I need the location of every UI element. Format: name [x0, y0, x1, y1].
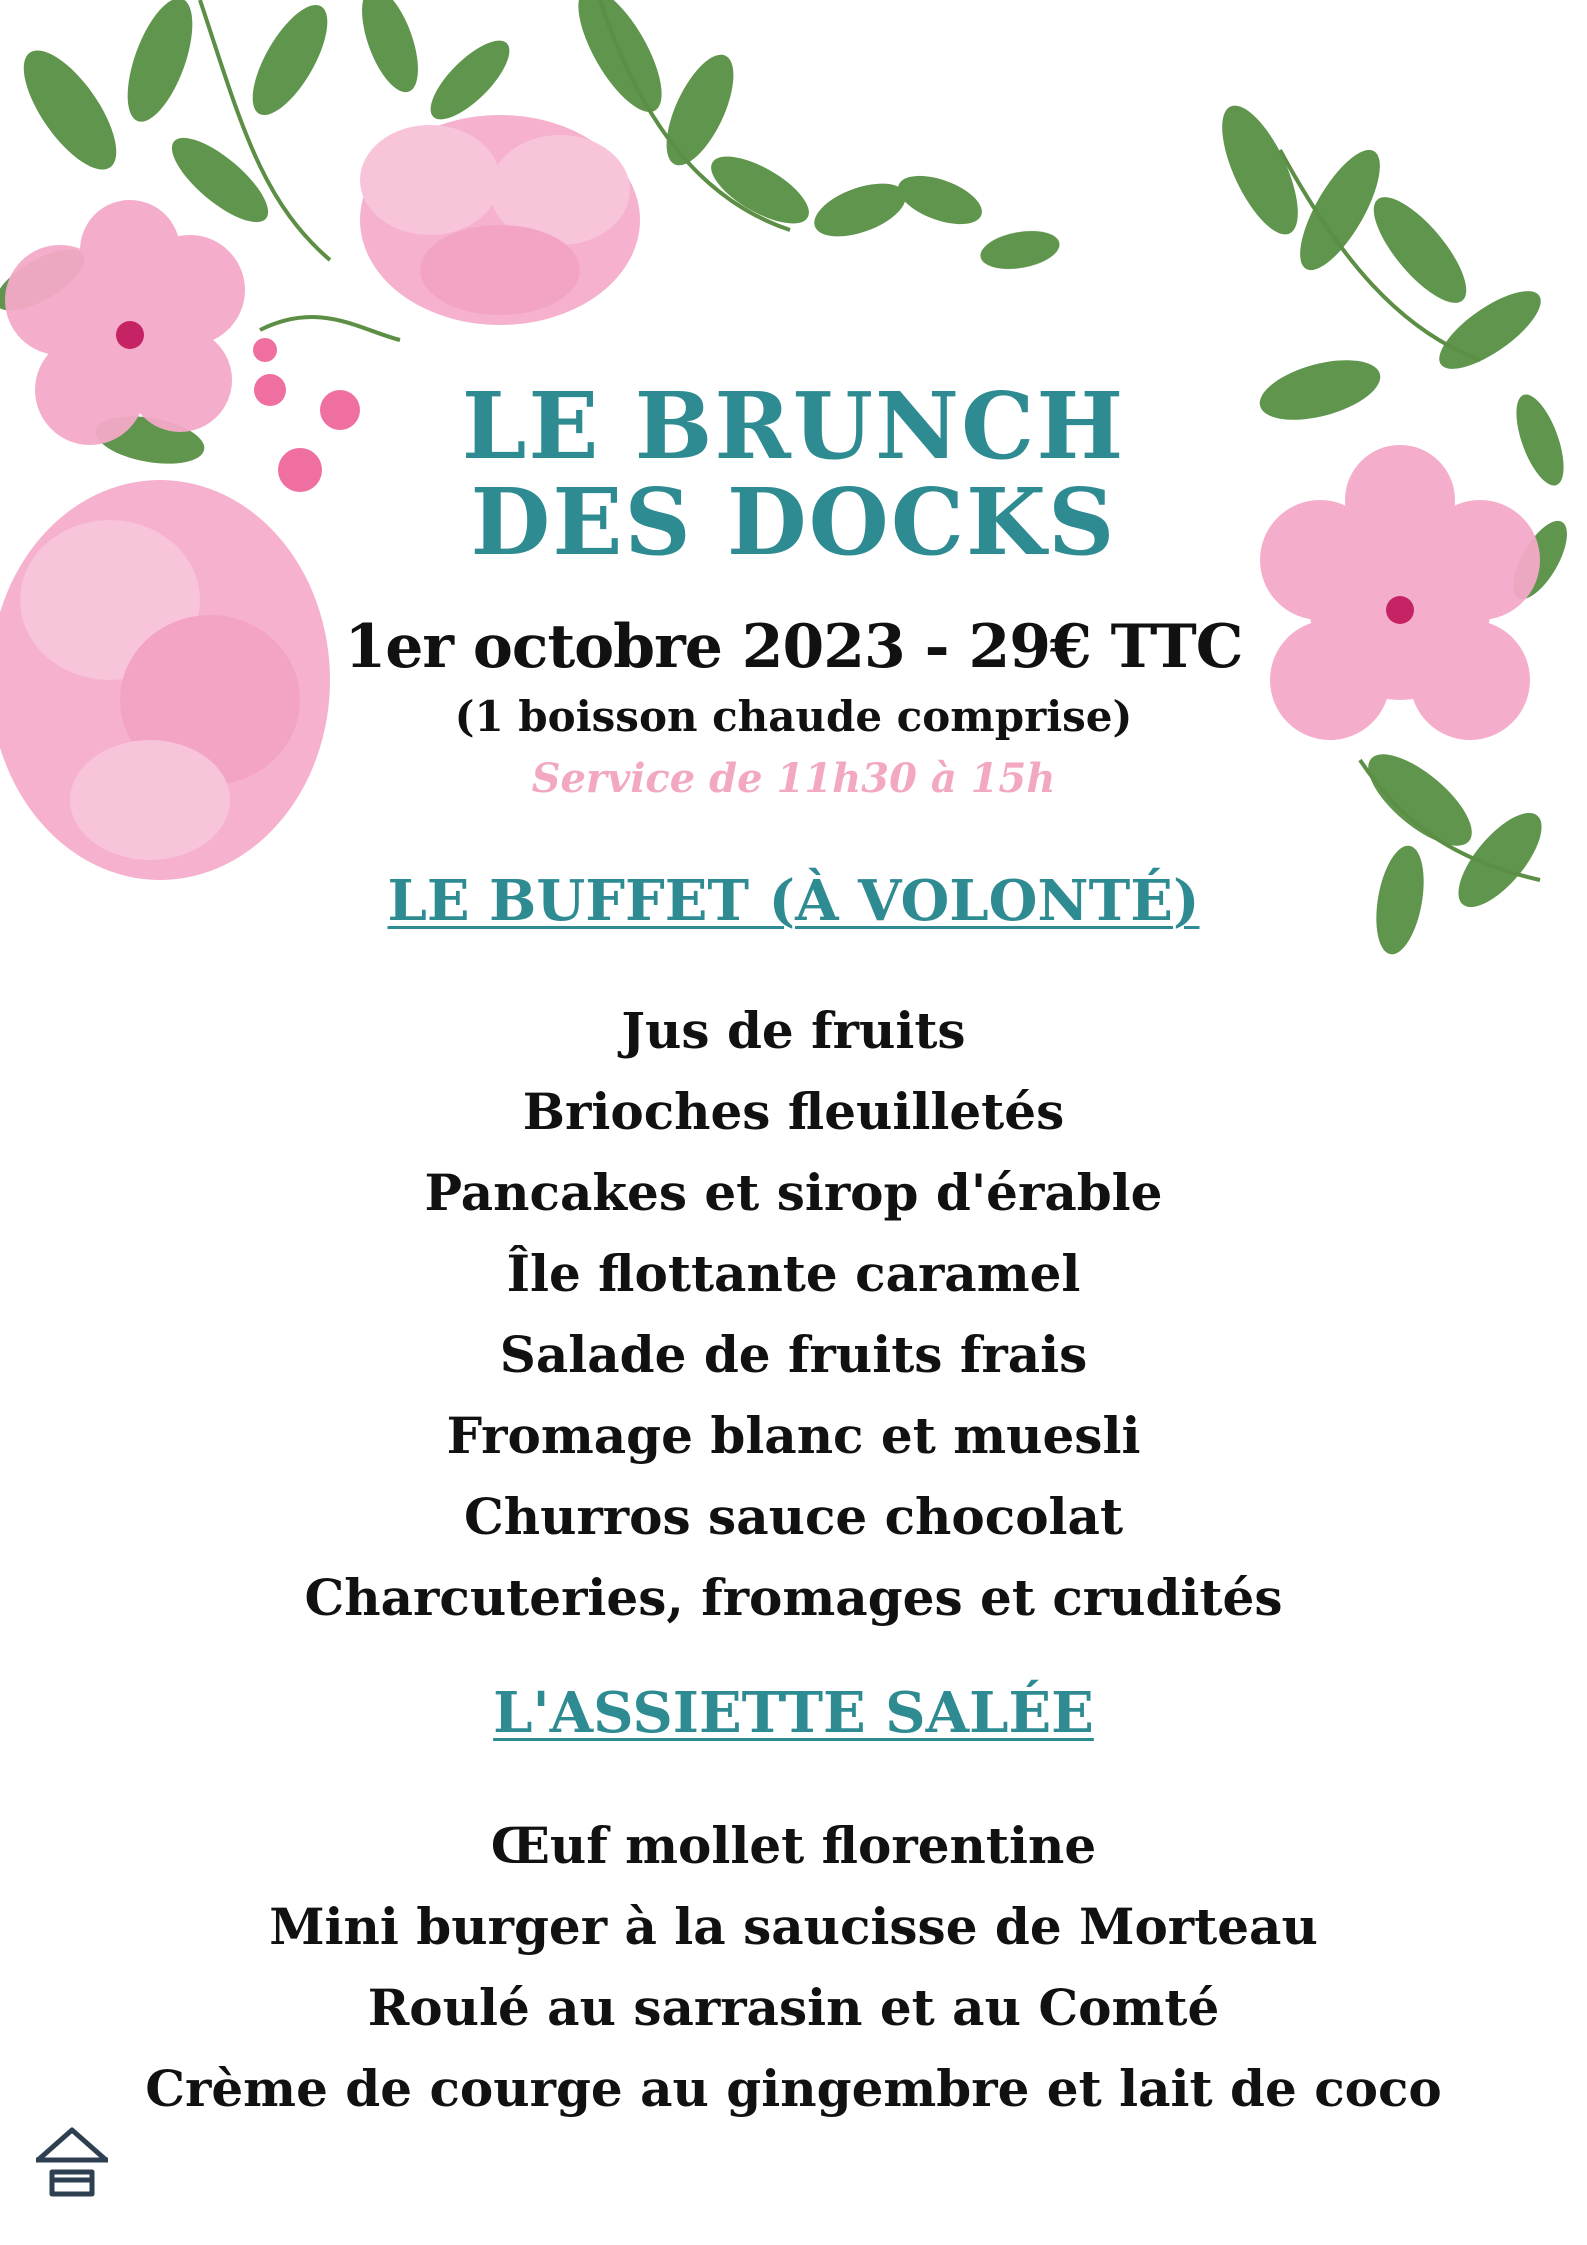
list-item: Crème de courge au gingembre et lait de coco — [145, 2059, 1442, 2118]
list-item: Fromage blanc et muesli — [446, 1406, 1141, 1465]
list-item: Churros sauce chocolat — [463, 1487, 1124, 1546]
service-hours: Service de 11h30 à 15h — [531, 755, 1056, 802]
list-item: Charcuteries, fromages et crudités — [304, 1568, 1283, 1627]
title-line-1: LE BRUNCH — [461, 372, 1126, 480]
plate-list — [0, 1805, 1587, 2129]
list-item: Salade de fruits frais — [499, 1325, 1088, 1384]
list-item: Roulé au sarrasin et au Comté — [367, 1978, 1220, 2037]
peony-top — [360, 115, 640, 325]
buffet-heading: LE BUFFET (À VOLONTÉ) — [387, 868, 1200, 934]
plate-section-heading — [0, 1680, 1587, 1746]
plate-heading: L'ASSIETTE SALÉE — [493, 1680, 1094, 1746]
list-item: Île flottante caramel — [506, 1244, 1081, 1303]
title-line-2: DES DOCKS — [470, 468, 1117, 576]
list-item: Pancakes et sirop d'érable — [424, 1163, 1163, 1222]
buffet-section-heading — [0, 868, 1587, 934]
list-item: Mini burger à la saucisse de Morteau — [269, 1897, 1318, 1956]
date-price: 1er octobre 2023 - 29€ TTC — [344, 612, 1243, 682]
house-outline-icon — [32, 2122, 112, 2202]
list-item: Œuf mollet florentine — [490, 1816, 1097, 1875]
buffet-list — [0, 990, 1587, 1638]
list-item: Brioches fleuilletés — [522, 1082, 1065, 1141]
page-title — [0, 372, 1587, 576]
list-item: Jus de fruits — [621, 1001, 966, 1060]
drink-note: (1 boisson chaude comprise) — [454, 692, 1133, 741]
